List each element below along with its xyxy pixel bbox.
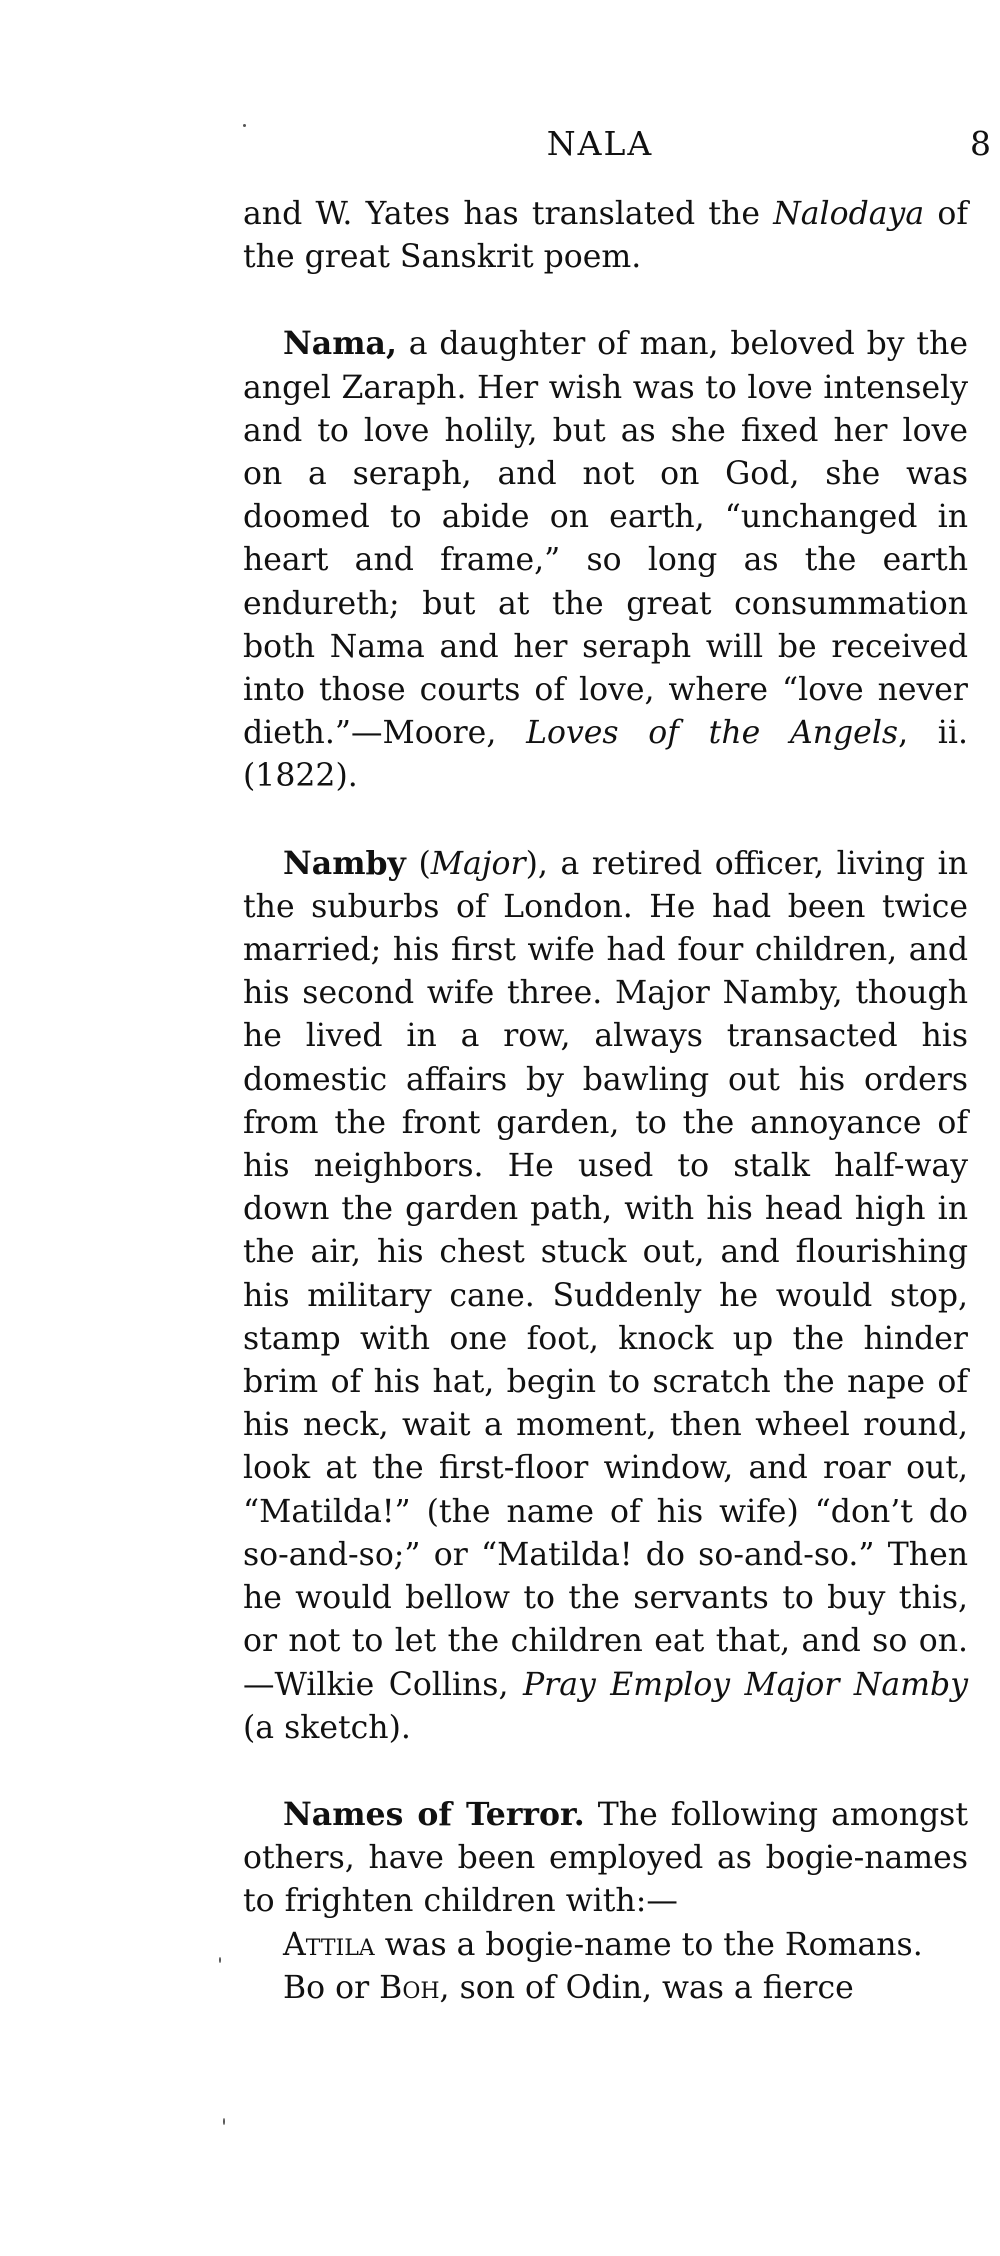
entry-text: (a sketch). [243, 1709, 411, 1746]
work-title: Pray Employ Major Namby [522, 1666, 969, 1703]
entry-text: and W. Yates has translated the [243, 196, 774, 232]
work-title: Nalodaya [773, 196, 925, 232]
headword: Nama, [283, 325, 397, 363]
entry-text: a retired officer, living in the suburbs of London. He had been twice married; his first wife had four children, and his second wife three. Major Namby, though he lived in a row, always transacted his domestic affairs by bawling out his orders from the front garden, to the annoyance of his neighbors. He used to stalk half-way down the garden path, with his head high in the air, his chest stuck out, and flourishing his military cane. Suddenly he would stop, stamp with one foot, knock up the hinder brim of his hat, begin to scratch the nape of his neck, wait a moment, then wheel round, look at the first-floor window, and roar out, “Matilda!” (the name of his wife) “don’t do so-and-so;” or “Matilda! do so-and-so.” Then he would bellow to the servants to buy this, or not to let the children eat that, and so on.—Wilkie Collins, [243, 845, 968, 1703]
dictionary-text [243, 193, 968, 2010]
entry-text: was a bogie-name to the Romans. [374, 1926, 923, 1963]
entry-text: , son of Odin, was a fierce [439, 1969, 854, 2006]
page-number: 8 [970, 124, 991, 163]
entry-nama [243, 322, 968, 798]
entry-text: of the great Sanskrit poem. [243, 196, 968, 276]
headword: Names of Terror. [283, 1795, 585, 1833]
running-head [0, 124, 1000, 164]
entry-qualifier: Major [430, 845, 526, 882]
entry-text: Bo or [283, 1969, 380, 2006]
print-speck [219, 1957, 221, 1963]
print-speck [243, 124, 246, 127]
entry-names-of-terror [243, 1793, 968, 1924]
sub-entry-bo [243, 1967, 968, 2010]
entry-continuation [243, 193, 968, 279]
entry-text: The following amongst others, have been employed as bogie-names to frighten children with:— [243, 1796, 968, 1920]
entry-text: a daughter of man, beloved by the angel Zaraph. Her wish was to love intensely and to love holily, but as she fixed her love on a seraph, and not on God, she was doomed to abide on earth, “unchanged in heart and frame,” so long as the earth endureth; but at the great consummation both Nama and her seraph will be received into those courts of love, where “love never dieth.”—Moore, [243, 326, 968, 752]
entry-namby [243, 842, 968, 1750]
entry-text: ), [525, 845, 548, 882]
entry-text: ( [405, 845, 431, 882]
bogie-name: Boh [379, 1969, 440, 2006]
print-speck [223, 2118, 225, 2125]
sub-entry-attila [243, 1924, 968, 1967]
headword: Namby [283, 844, 406, 882]
entry-text: , ii. (1822). [243, 715, 968, 795]
bogie-name: Attila [283, 1926, 375, 1963]
work-title: Loves of the Angels [526, 715, 899, 752]
running-head-title: NALA [546, 124, 654, 163]
